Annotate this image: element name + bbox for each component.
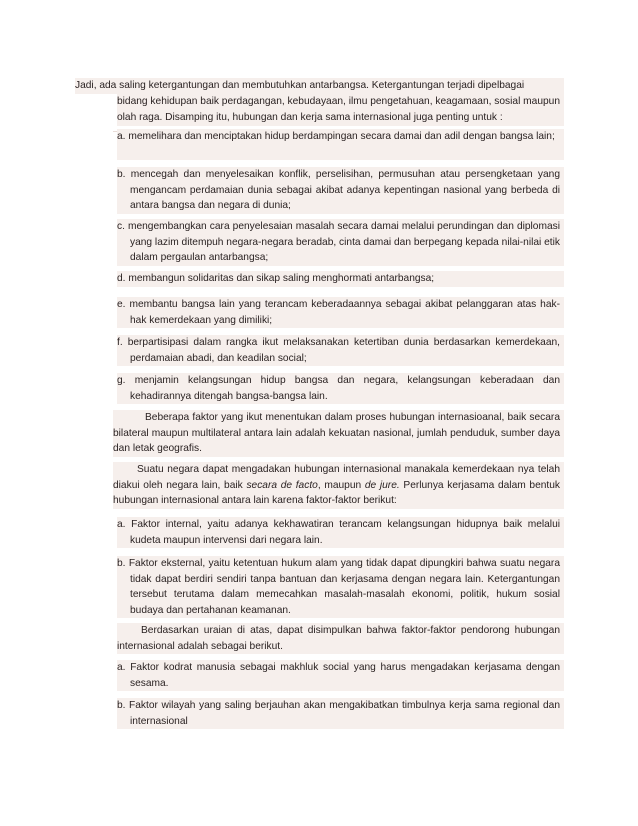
- list-item-c: c. mengembangkan cara penyelesaian masalah secara damai melalui perundingan dan diplomasi yang lazim ditempuh negara-negara beradab, cinta damai dan berpegang kepada nilai-nilai etik dalam pergaulan antarbangsa;: [117, 219, 564, 266]
- list-item-e: e. membantu bangsa lain yang terancam keberadaannya sebagai akibat pelanggaran atas hak-hak kemerdekaan yang dimiliki;: [117, 297, 564, 328]
- factor-item-b: b. Faktor eksternal, yaitu ketentuan hukum alam yang tidak dapat dipungkiri bahwa suatu negara tidak dapat berdiri sendiri tanpa bantuan dan kerjasama dengan negara lain. Ketergantungan tersebut terutama dalam memecahkan masalah-masalah ekonomi, politik, hukum sosial budaya dan pertahanan keamanan.: [117, 556, 564, 618]
- intro-paragraph: bidang kehidupan baik perdagangan, kebudayaan, ilmu pengetahuan, keagamaan, sosial maupun olah raga. Disamping itu, hubungan dan kerja sama internasional juga penting untuk :: [117, 94, 564, 126]
- term-de-jure: de jure.: [364, 479, 400, 491]
- list-item-g: g. menjamin kelangsungan hidup bangsa dan negara, kelangsungan keberadaan dan kehadirannya ditengah bangsa-bangsa lain.: [117, 373, 564, 404]
- paragraph-negara: [113, 462, 564, 509]
- intro-first-line: Jadi, ada saling ketergantungan dan membutuhkan antarbangsa. Ketergantungan terjadi dipelbagai: [75, 78, 564, 94]
- paragraph-negara-text: Suatu negara dapat mengadakan hubungan internasional manakala kemerdekaan nya telah diakui oleh negara lain, baik: [113, 464, 560, 491]
- driver-item-b: b. Faktor wilayah yang saling berjauhan akan mengakibatkan timbulnya kerja sama regional dan internasional: [117, 698, 564, 729]
- paragraph-negara-text: Perlunya kerjasama dalam bentuk hubungan internasional antara lain karena faktor-faktor berikut:: [113, 479, 561, 506]
- factor-item-a: a. Faktor internal, yaitu adanya kekhawatiran terancam kelangsungan hidupnya baik melalui kudeta maupun intervensi dari negara lain.: [117, 517, 564, 548]
- list-item-b: b. mencegah dan menyelesaikan konflik, perselisihan, permusuhan atau persengketaan yang mengancam perdamaian dunia sebagai akibat adanya kepentingan nasional yang berbeda di antara bangsa dan negara di dunia;: [117, 167, 564, 214]
- list-item-f: f. berpartisipasi dalam rangka ikut melaksanakan ketertiban dunia berdasarkan kemerdekaan, perdamaian abadi, dan keadilan social;: [117, 335, 564, 366]
- list-item-d: d. membangun solidaritas dan sikap saling menghormati antarbangsa;: [117, 271, 564, 287]
- paragraph-negara-text: , maupun: [317, 479, 365, 491]
- term-de-facto: secara de facto: [246, 479, 318, 491]
- list-item-a: a. memelihara dan menciptakan hidup berdampingan secara damai dan adil dengan bangsa lain;: [117, 129, 564, 160]
- paragraph-faktor: Beberapa faktor yang ikut menentukan dalam proses hubungan internasioanal, baik secara bilateral maupun multilateral antara lain adalah kekuatan nasional, jumlah penduduk, sumber daya dan letak geografis.: [113, 410, 564, 457]
- paragraph-uraian: Berdasarkan uraian di atas, dapat disimpulkan bahwa faktor-faktor pendorong hubungan internasional adalah sebagai berikut.: [117, 623, 564, 654]
- driver-item-a: a. Faktor kodrat manusia sebagai makhluk social yang harus mengadakan kerjasama dengan sesama.: [117, 660, 564, 691]
